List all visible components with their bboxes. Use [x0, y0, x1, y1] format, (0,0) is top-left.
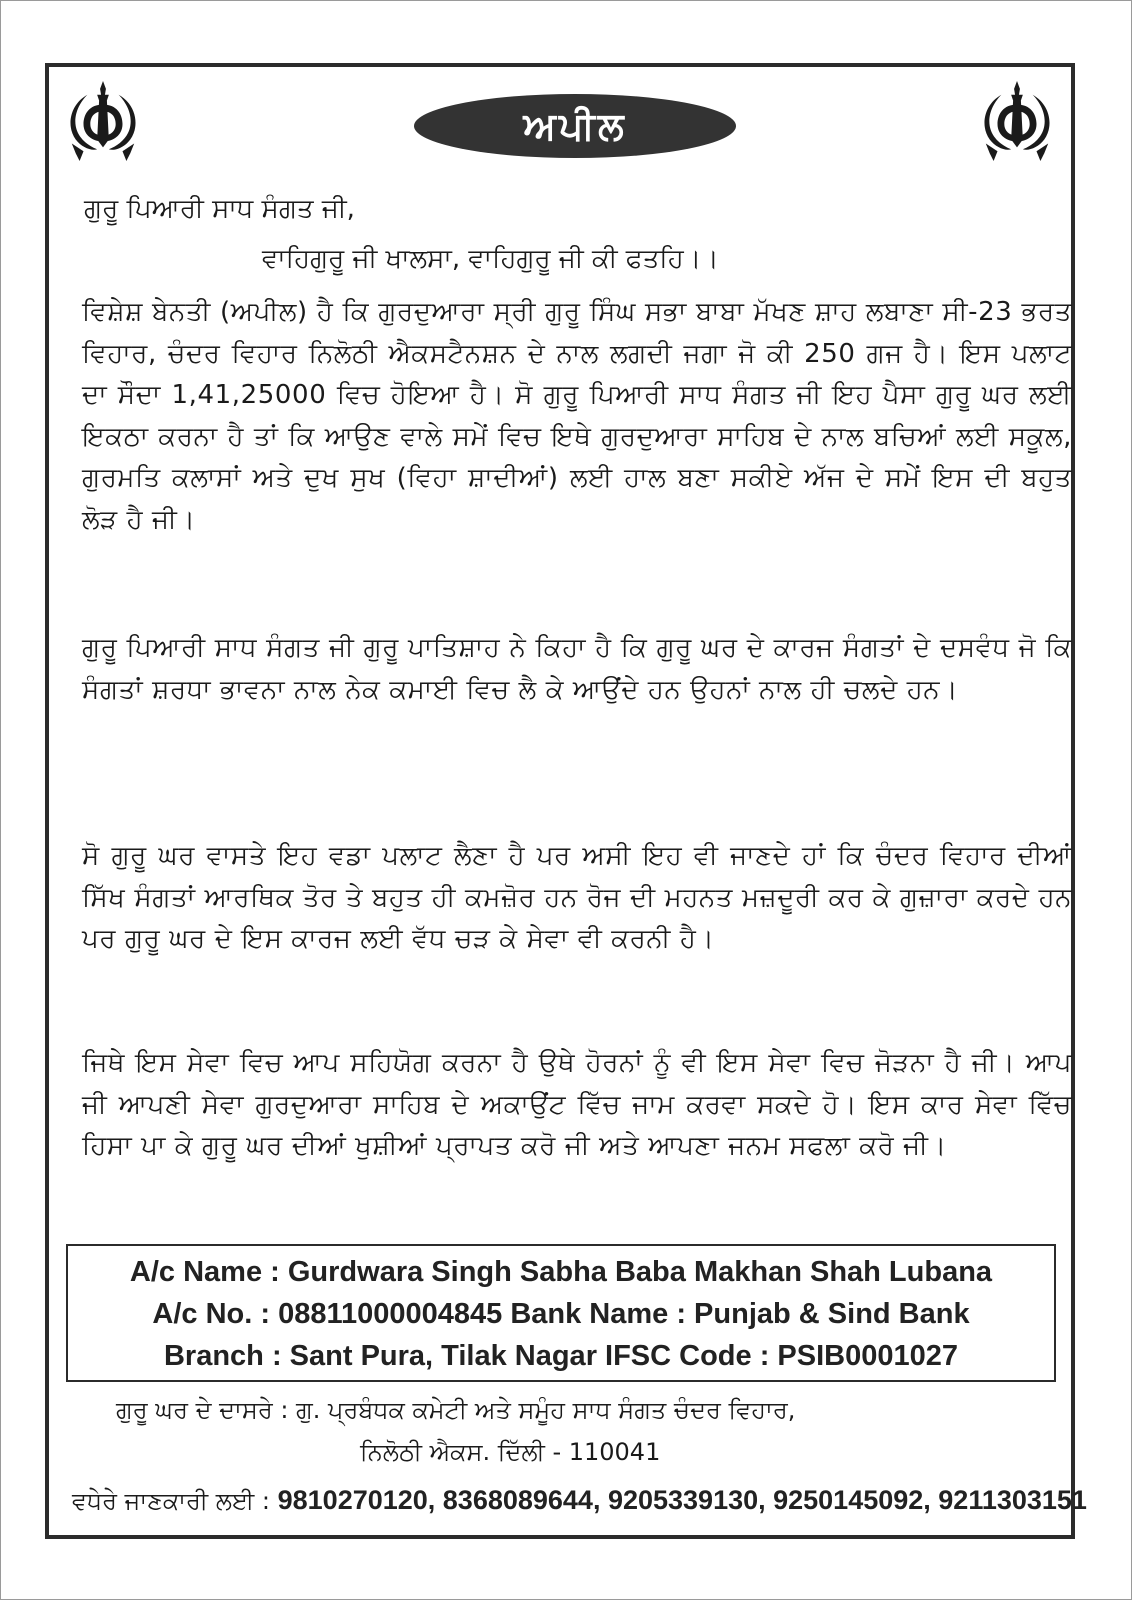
contact-info [72, 1485, 1087, 1516]
khanda-icon [978, 80, 1056, 164]
appeal-paragraph-4: ਜਿਥੇ ਇਸ ਸੇਵਾ ਵਿਚ ਆਪ ਸਹਿਯੋਗ ਕਰਨਾ ਹੈ ਉਥੇ ਹੋਰਨਾਂ ਨੂੰ ਵੀ ਇਸ ਸੇਵਾ ਵਿਚ ਜੋੜਨਾ ਹੈ ਜੀ। ਆਪ ਜੀ ਆਪਣੀ ਸੇਵਾ ਗੁਰਦੁਆਰਾ ਸਾਹਿਬ ਦੇ ਅਕਾਉਂਟ ਵਿੱਚ ਜਾਮ ਕਰਵਾ ਸਕਦੇ ਹੋ। ਇਸ ਕਾਰ ਸੇਵਾ ਵਿੱਚ ਹਿਸਾ ਪਾ ਕੇ ਗੁਰੂ ਘਰ ਦੀਆਂ ਖੁਸ਼ੀਆਂ ਪ੍ਰਾਪਤ ਕਰੋ ਜੀ ਅਤੇ ਆਪਣਾ ਜਨਮ ਸਫਲਾ ਕਰੋ ਜੀ। [82, 1048, 1072, 1161]
page-title: ਅਪੀਲ [523, 103, 627, 148]
account-number-bank: A/c No. : 08811000004845 Bank Name : Punjab & Sind Bank [152, 1298, 970, 1330]
account-name: A/c Name : Gurdwara Singh Sabha Baba Makhan Shah Lubana [129, 1256, 993, 1288]
bank-details-box [66, 1244, 1056, 1382]
footer-line-2: ਨਿਲੋਠੀ ਐਕਸ. ਦਿੱਲੀ - 110041 [360, 1438, 661, 1466]
title-banner [414, 94, 736, 158]
footer-line-1: ਗੁਰੂ ਘਰ ਦੇ ਦਾਸਰੇ : ਗੁ. ਪ੍ਰਬੰਧਕ ਕਮੇਟੀ ਅਤੇ ਸਮੂੰਹ ਸਾਧ ਸੰਗਤ ਚੰਦਰ ਵਿਹਾਰ, [116, 1396, 796, 1424]
greeting-line-2: ਵਾਹਿਗੁਰੂ ਜੀ ਖਾਲਸਾ, ਵਾਹਿਗੁਰੂ ਜੀ ਕੀ ਫਤਹਿ।। [262, 244, 719, 274]
khanda-icon [64, 80, 142, 164]
contact-label: ਵਧੇਰੇ ਜਾਣਕਾਰੀ ਲਈ : [72, 1487, 278, 1515]
branch-ifsc: Branch : Sant Pura, Tilak Nagar IFSC Code : PSIB0001027 [163, 1340, 959, 1372]
appeal-paragraph-3: ਸੋ ਗੁਰੂ ਘਰ ਵਾਸਤੇ ਇਹ ਵਡਾ ਪਲਾਟ ਲੈਣਾ ਹੈ ਪਰ ਅਸੀ ਇਹ ਵੀ ਜਾਣਦੇ ਹਾਂ ਕਿ ਚੰਦਰ ਵਿਹਾਰ ਦੀਆਂ ਸਿੱਖ ਸੰਗਤਾਂ ਆਰਥਿਕ ਤੋਰ ਤੇ ਬਹੁਤ ਹੀ ਕਮਜ਼ੋਰ ਹਨ ਰੋਜ ਦੀ ਮਹਨਤ ਮਜ਼ਦੂਰੀ ਕਰ ਕੇ ਗੁਜ਼ਾਰਾ ਕਰਦੇ ਹਨ ਪਰ ਗੁਰੂ ਘਰ ਦੇ ਇਸ ਕਾਰਜ ਲਈ ਵੱਧ ਚੜ ਕੇ ਸੇਵਾ ਵੀ ਕਰਨੀ ਹੈ। [82, 841, 1072, 954]
appeal-paragraph-1: ਵਿਸ਼ੇਸ਼ ਬੇਨਤੀ (ਅਪੀਲ) ਹੈ ਕਿ ਗੁਰਦੁਆਰਾ ਸ੍ਰੀ ਗੁਰੂ ਸਿੰਘ ਸਭਾ ਬਾਬਾ ਮੱਖਣ ਸ਼ਾਹ ਲਬਾਣਾ ਸੀ-23 ਭਰਤ ਵਿਹਾਰ, ਚੰਦਰ ਵਿਹਾਰ ਨਿਲੋਠੀ ਐਕਸਟੈਨਸ਼ਨ ਦੇ ਨਾਲ ਲਗਦੀ ਜਗਾ ਜੋ ਕੀ 250 ਗਜ ਹੈ। ਇਸ ਪਲਾਟ ਦਾ ਸੌਦਾ 1,41,25000 ਵਿਚ ਹੋਇਆ ਹੈ। ਸੋ ਗੁਰੂ ਪਿਆਰੀ ਸਾਧ ਸੰਗਤ ਜੀ ਇਹ ਪੈਸਾ ਗੁਰੂ ਘਰ ਲਈ ਇਕਠਾ ਕਰਨਾ ਹੈ ਤਾਂ ਕਿ ਆਉਣ ਵਾਲੇ ਸਮੇਂ ਵਿਚ ਇਥੇ ਗੁਰਦੁਆਰਾ ਸਾਹਿਬ ਦੇ ਨਾਲ ਬਚਿਆਂ ਲਈ ਸਕੂਲ, ਗੁਰਮਤਿ ਕਲਾਸਾਂ ਅਤੇ ਦੁਖ ਸੁਖ (ਵਿਹਾ ਸ਼ਾਦੀਆਂ) ਲਈ ਹਾਲ ਬਣਾ ਸਕੀਏ ਅੱਜ ਦੇ ਸਮੇਂ ਇਸ ਦੀ ਬਹੁਤ ਲੋੜ ਹੈ ਜੀ। [82, 297, 1072, 535]
contact-phones: 9810270120, 8368089644, 9205339130, 9250145092, 9211303151 [277, 1485, 1087, 1515]
greeting-line-1: ਗੁਰੂ ਪਿਆਰੀ ਸਾਧ ਸੰਗਤ ਜੀ, [84, 194, 355, 224]
appeal-paragraph-2: ਗੁਰੂ ਪਿਆਰੀ ਸਾਧ ਸੰਗਤ ਜੀ ਗੁਰੂ ਪਾਤਿਸ਼ਾਹ ਨੇ ਕਿਹਾ ਹੈ ਕਿ ਗੁਰੂ ਘਰ ਦੇ ਕਾਰਜ ਸੰਗਤਾਂ ਦੇ ਦਸਵੰਧ ਜੋ ਕਿ ਸੰਗਤਾਂ ਸ਼ਰਧਾ ਭਾਵਨਾ ਨਾਲ ਨੇਕ ਕਮਾਈ ਵਿਚ ਲੈ ਕੇ ਆਉਂਦੇ ਹਨ ਉਹਨਾਂ ਨਾਲ ਹੀ ਚਲਦੇ ਹਨ। [82, 633, 1072, 705]
